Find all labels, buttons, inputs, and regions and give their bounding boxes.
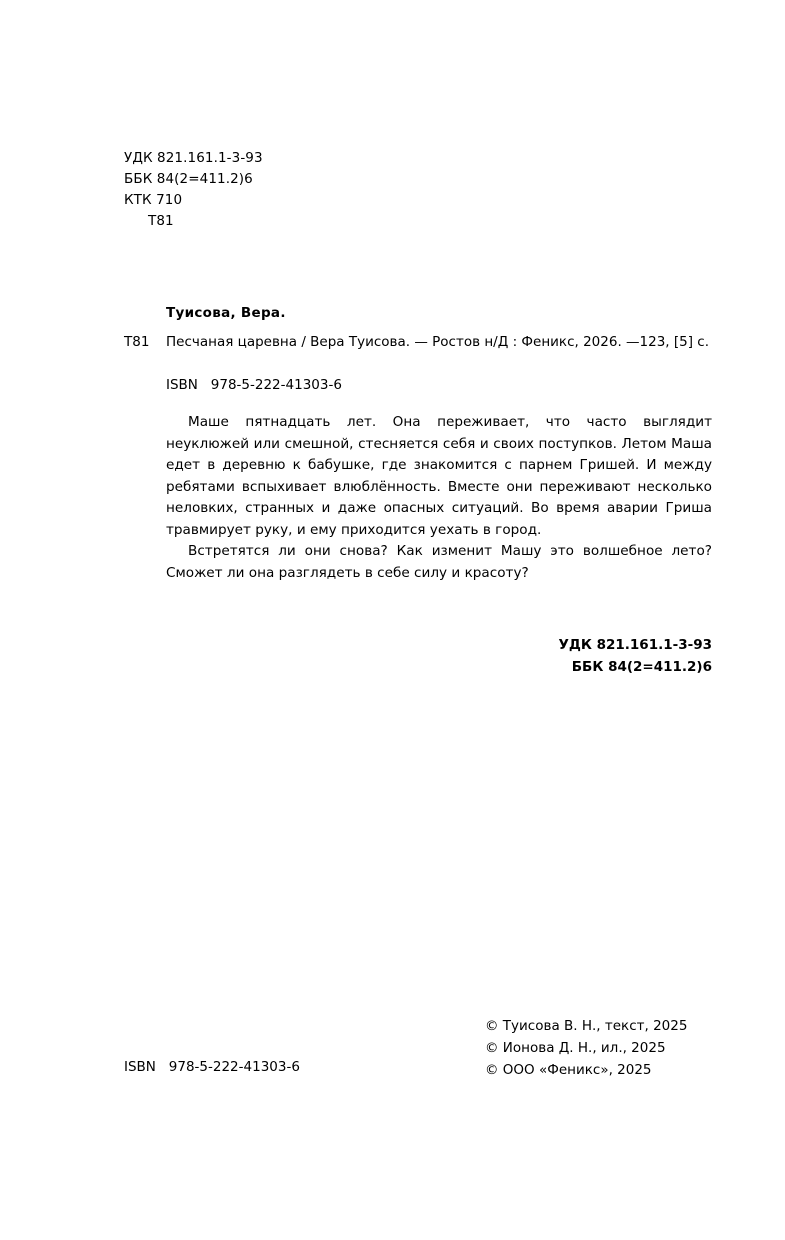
- classification-block: [124, 148, 263, 232]
- bottom-isbn: ISBN 978-5-222-41303-6: [124, 1059, 300, 1075]
- copyright-text: © Туисова В. Н., текст, 2025: [485, 1018, 688, 1034]
- udk-code: УДК 821.161.1-3-93: [124, 150, 263, 166]
- ktk-code: КТК 710: [124, 192, 183, 208]
- record-siglum: Т81: [124, 334, 150, 350]
- annotation-block: [166, 412, 712, 584]
- author-siglum: Т81: [148, 213, 174, 229]
- bibliographic-record: [124, 303, 712, 352]
- index-codes-block: [558, 634, 712, 678]
- record-author: Туисова, Вера.: [166, 305, 286, 321]
- index-udk: УДК 821.161.1-3-93: [558, 637, 712, 653]
- bbk-code: ББК 84(2=411.2)6: [124, 171, 253, 187]
- annotation-paragraph-1: Маше пятнадцать лет. Она переживает, что часто выглядит неуклюжей или смешной, стесняется себя и своих поступков. Летом Маша едет в деревню к бабушке, где знакомится с парнем Гришей. И между ребятами вспыхивает влюблённость. Вместе они переживают несколько неловких, странных и даже опасных ситуаций. Во время аварии Гриша травмирует руку, и ему приходится уехать в город.: [166, 414, 712, 538]
- index-bbk: ББК 84(2=411.2)6: [571, 659, 712, 675]
- record-isbn: ISBN 978-5-222-41303-6: [166, 377, 342, 393]
- record-description-row: [124, 332, 712, 352]
- annotation-paragraph-2: Встретятся ли они снова? Как изменит Машу это волшебное лето? Сможет ли она разглядеть в себе силу и красоту?: [166, 543, 712, 581]
- record-description: Песчаная царевна / Вера Туисова. — Ростов н/Д : Феникс, 2026. —123, [5] с.: [166, 334, 710, 350]
- copyright-illustrations: © Ионова Д. Н., ил., 2025: [485, 1040, 666, 1056]
- copyright-publisher: © ООО «Феникс», 2025: [485, 1062, 652, 1078]
- copyright-block: [485, 1015, 687, 1081]
